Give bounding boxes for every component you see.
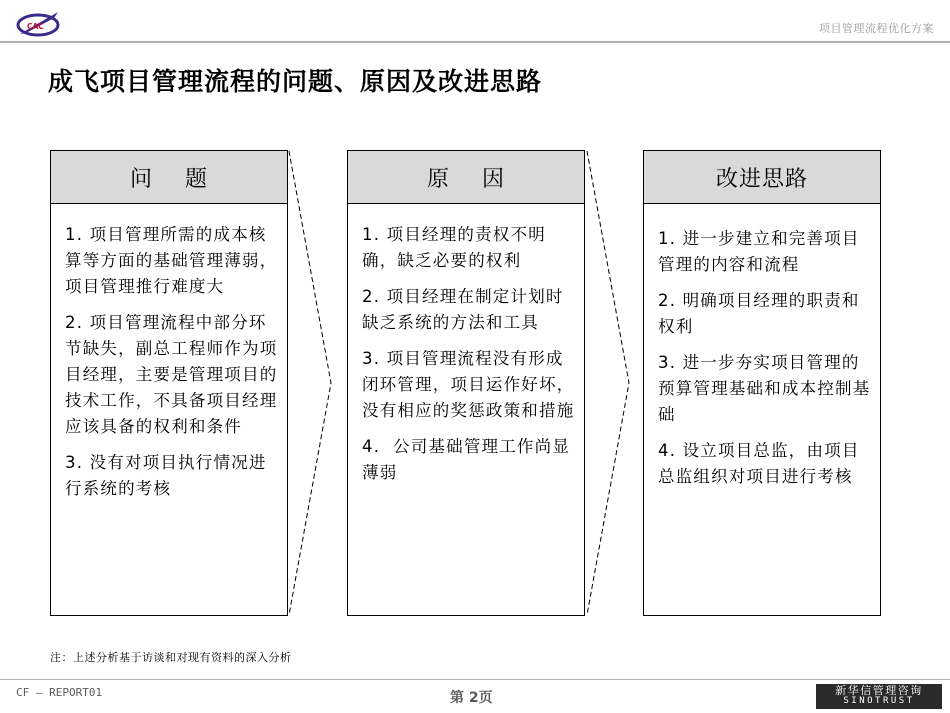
list-item: 3. 项目管理流程没有形成闭环管理，项目运作好坏，没有相应的奖惩政策和措施: [362, 349, 575, 420]
logo-emblem-icon: [14, 8, 66, 38]
brand-name-en: SINOTRUST: [843, 696, 915, 706]
problems-list: [51, 204, 287, 502]
list-item: 4. 设立项目总监，由项目总监组织对项目进行考核: [658, 441, 860, 486]
list-item: 2. 项目管理流程中部分环节缺失，副总工程师作为项目经理，主要是管理项目的技术工作，不具备项目经理应该具备的权利和条件: [65, 313, 278, 436]
causes-heading: 原 因: [348, 151, 584, 204]
list-item: 1. 进一步建立和完善项目管理的内容和流程: [658, 229, 860, 274]
list-item: 2. 明确项目经理的职责和权利: [658, 291, 860, 336]
header-divider: [0, 41, 950, 43]
page-number: 第 2页: [450, 690, 493, 706]
consultancy-logo: [816, 684, 942, 709]
report-title: 项目管理流程优化方案: [819, 22, 934, 35]
flow-arrow-2-icon: [584, 150, 634, 616]
logo-text: CAC: [27, 22, 44, 31]
page-title: 成飞项目管理流程的问题、原因及改进思路: [48, 67, 543, 96]
report-code: CF — REPORT01: [16, 686, 103, 699]
list-item: 4. 公司基础管理工作尚显薄弱: [362, 437, 571, 482]
company-logo: [14, 8, 66, 38]
improvements-column: [643, 150, 881, 616]
list-item: 1. 项目经理的责权不明确，缺乏必要的权利: [362, 225, 546, 270]
causes-list: [348, 204, 584, 486]
brand-name-cn: 新华信管理咨询: [835, 684, 923, 697]
flow-arrow-1-icon: [286, 150, 326, 616]
improvements-heading: 改进思路: [644, 151, 880, 204]
list-item: 3. 没有对项目执行情况进行系统的考核: [65, 453, 267, 498]
footnote: 注：上述分析基于访谈和对现有资料的深入分析: [50, 651, 292, 664]
problems-heading: 问 题: [51, 151, 287, 204]
list-item: 2. 项目经理在制定计划时缺乏系统的方法和工具: [362, 287, 564, 332]
problems-column: [50, 150, 288, 616]
footer-divider: [0, 679, 950, 680]
improvements-list: [644, 204, 880, 490]
causes-column: [347, 150, 585, 616]
list-item: 3. 进一步夯实项目管理的预算管理基础和成本控制基础: [658, 353, 871, 424]
list-item: 1. 项目管理所需的成本核算等方面的基础管理薄弱，项目管理推行难度大: [65, 225, 278, 296]
